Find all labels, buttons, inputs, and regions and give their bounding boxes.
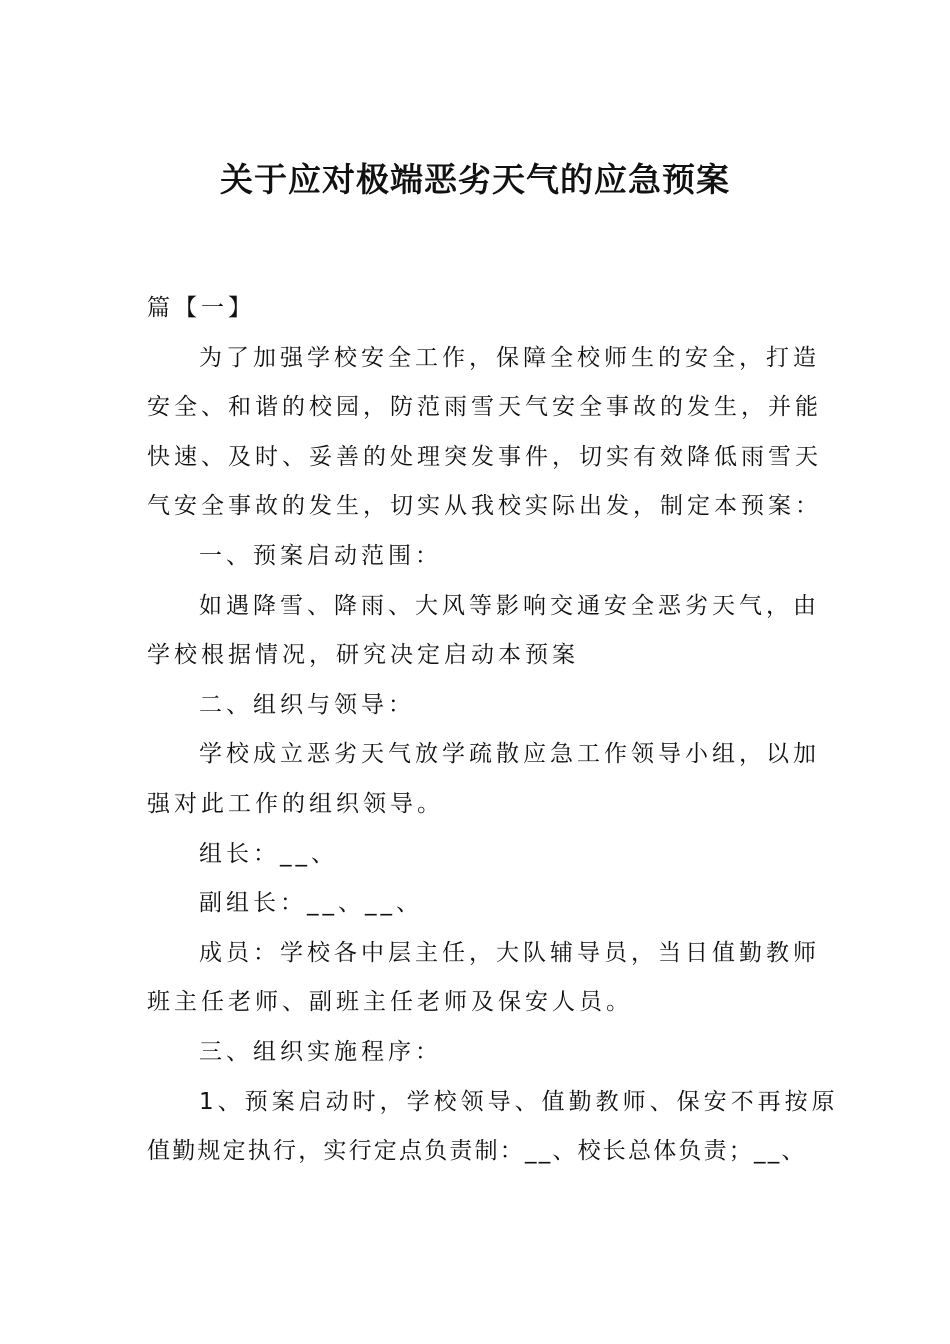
paragraph-line: 学校成立恶劣天气放学疏散应急工作领导小组，以加 <box>199 741 820 768</box>
subsection-heading: 二、组织与领导： <box>199 691 415 718</box>
paragraph-line: 班主任老师、副班主任老师及保安人员。 <box>147 989 633 1016</box>
paragraph-line: 1、预案启动时，学校领导、值勤教师、保安不再按原 <box>199 1088 839 1115</box>
paragraph-line: 安全、和谐的校园，防范雨雪天气安全事故的发生，并能 <box>147 394 822 421</box>
paragraph-line: 学校根据情况，研究决定启动本预案 <box>147 642 579 669</box>
paragraph-line: 为了加强学校安全工作，保障全校师生的安全，打造 <box>199 344 820 371</box>
paragraph-line: 气安全事故的发生，切实从我校实际出发，制定本预案： <box>147 493 822 520</box>
section-heading: 篇【一】 <box>147 295 255 321</box>
document-body <box>147 284 839 1177</box>
paragraph-line: 快速、及时、妥善的处理突发事件，切实有效降低雨雪天 <box>147 443 822 470</box>
paragraph-line: 如遇降雪、降雨、大风等影响交通安全恶劣天气，由 <box>199 592 820 619</box>
document-title: 关于应对极端恶劣天气的应急预案 <box>220 160 730 199</box>
subsection-heading: 三、组织实施程序： <box>199 1038 442 1065</box>
paragraph-line: 值勤规定执行，实行定点负责制：__、校长总体负责；__、 <box>147 1138 807 1165</box>
subsection-heading: 一、预案启动范围： <box>199 542 442 569</box>
group-leader-line: 组长：__、 <box>199 840 338 867</box>
paragraph-line: 强对此工作的组织领导。 <box>147 790 444 817</box>
deputy-leader-line: 副组长：__、__、 <box>199 890 423 917</box>
members-line: 成员：学校各中层主任，大队辅导员，当日值勤教师 <box>199 939 820 966</box>
